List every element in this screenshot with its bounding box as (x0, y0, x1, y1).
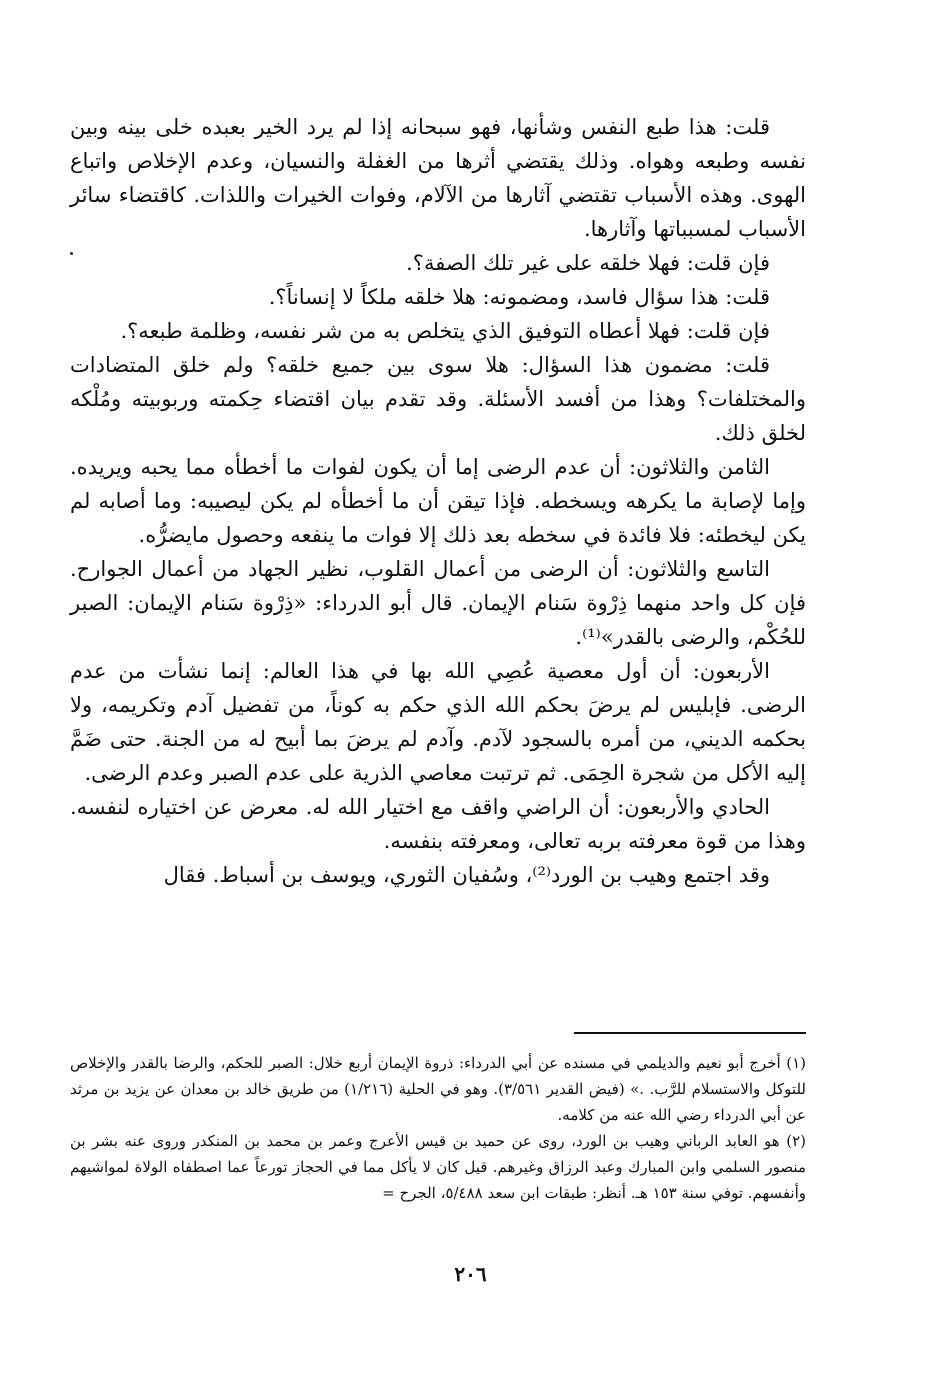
footnote-divider (574, 1032, 806, 1034)
paragraph: قلت: هذا طبع النفس وشأنها، فهو سبحانه إذا لم يرد الخير بعبده خلى بينه وبين نفسه وطبعه وهواه. وذلك يقتضي أثرها من الغفلة والنسيان، وعدم الإخلاص واتباع الهوى. وهذه الأسباب تقتضي آثارها من الآلام، وفوات الخيرات واللذات. كاقتضاء سائر الأسباب لمسبباتها وآثارها. (70, 115, 806, 241)
page-body (70, 110, 806, 1202)
main-text (70, 110, 806, 892)
footnotes (70, 1050, 806, 1206)
paragraph: الأربعون: أن أول معصية عُصِي الله بها في هذا العالم: إنما نشأت من عدم الرضى. فإبليس لم يرضَ بحكم الله الذي حكم به كوناً، من تفضيل آدم وتكريمه، ولا بحكمه الديني، من أمره بالسجود لآدم. وآدم لم يرضَ بما أبيح له من الجنة. حتى ضَمَّ إليه الأكل من شجرة الحِمَى. ثم ترتبت معاصي الذرية على عدم الصبر وعدم الرضى. (70, 659, 806, 785)
footnote: (١) أخرج أبو نعيم والديلمي في مسنده عن أبي الدرداء: ذروة الإيمان أربع خلال: الصبر للحكم، والرضا بالقدر والإخلاص للتوكل والاستسلام للرَّب. .» (فيض القدير ٣/٥٦١). وهو في الحلية (١/٢١٦) من طريق خالد بن معدان عن يزيد بن مرثد عن أبي الدرداء رضي الله عنه من كلامه. (70, 1054, 806, 1124)
paragraph: وقد اجتمع وهيب بن الورد⁽²⁾، وسُفيان الثوري، ويوسف بن أسباط. فقال (163, 863, 770, 887)
paragraph: فإن قلت: فهلا أعطاه التوفيق الذي يتخلص به من شر نفسه، وظلمة طبعه؟. (120, 319, 770, 343)
footnote: (٢) هو العابد الرباني وهيب بن الورد، روى عن حميد بن قيس الأعرج وعمر بن محمد بن المنكدر وروى عنه بشر بن منصور السلمي وابن المبارك وعبد الرزاق وغيرهم. قيل كان لا يأكل مما في الحجاز تورعاً عما اصطفاه الولاة لمواشيهم وأنفسهم. توفي سنة ١٥٣ هـ. أنظر: طبقات ابن سعد ٥/٤٨٨، الجرح = (70, 1132, 806, 1202)
paragraph: الثامن والثلاثون: أن عدم الرضى إما أن يكون لفوات ما أخطأه مما يحبه ويريده. وإما لإصابة ما يكرهه ويسخطه. فإذا تيقن أن ما أخطأه لم يكن ليصيبه: وما أصابه لم يكن ليخطئه: فلا فائدة في سخطه بعد ذلك إلا فوات ما ينفعه وحصول مايضرُّه. (70, 455, 806, 547)
paragraph: قلت: مضمون هذا السؤال: هلا سوى بين جميع خلقه؟ ولم خلق المتضادات والمختلفات؟ وهذا من أفسد الأسئلة. وقد تقدم بيان اقتضاء حِكمته وربوبيته ومُلْكه لخلق ذلك. (70, 353, 806, 445)
paragraph: قلت: هذا سؤال فاسد، ومضمونه: هلا خلقه ملكاً لا إنساناً؟. (268, 285, 770, 309)
page-number: ٢٠٦ (454, 1262, 487, 1286)
paragraph: التاسع والثلاثون: أن الرضى من أعمال القلوب، نظير الجهاد من أعمال الجوارح. فإن كل واحد منهما ذِرْوة سَنام الإيمان. قال أبو الدرداء: «ذِرْوة سَنام الإيمان: الصبر للحُكْم، والرضى بالقدر»⁽¹⁾. (70, 557, 806, 649)
paragraph: فإن قلت: فهلا خلقه على غير تلك الصفة؟. (406, 251, 770, 275)
paragraph: الحادي والأربعون: أن الراضي واقف مع اختيار الله له. معرض عن اختياره لنفسه. وهذا من قوة معرفته بربه تعالى، ومعرفته بنفسه. (70, 795, 806, 853)
